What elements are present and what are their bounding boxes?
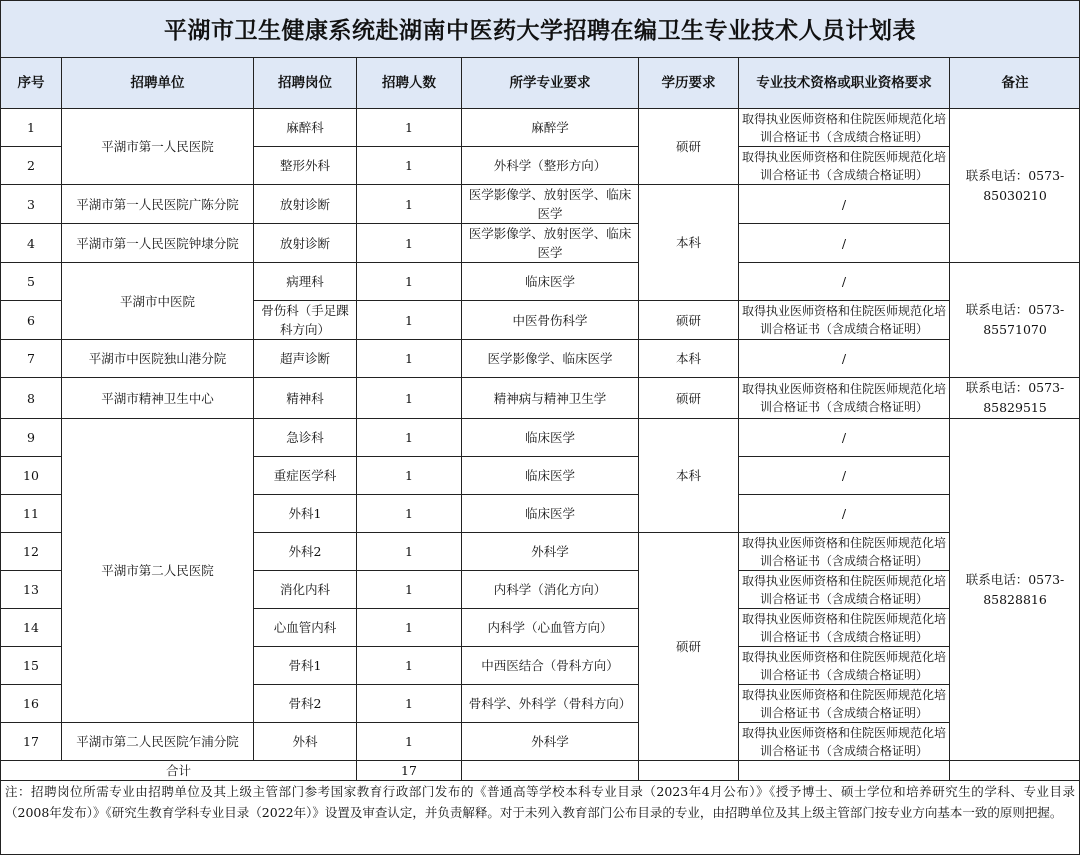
count-cell: 1 [357,147,462,185]
unit-cell: 平湖市中医院独山港分院 [62,340,254,378]
post-cell: 放射诊断 [254,185,357,224]
unit-cell: 平湖市第二人民医院 [62,419,254,723]
row-no: 2 [1,147,62,185]
count-cell: 1 [357,378,462,419]
table-row [1,224,1080,263]
header-unit: 招聘单位 [62,58,254,109]
post-cell: 放射诊断 [254,224,357,263]
table-row [1,723,1080,761]
post-cell: 急诊科 [254,419,357,457]
education-cell: 本科 [639,185,739,301]
major-cell: 临床医学 [462,263,639,301]
post-cell: 骨伤科（手足踝科方向） [254,301,357,340]
header-education: 学历要求 [639,58,739,109]
table-row [1,185,1080,224]
major-cell: 麻醉学 [462,109,639,147]
table-row [1,340,1080,378]
post-cell: 心血管内科 [254,609,357,647]
count-cell: 1 [357,263,462,301]
qualification-cell: 取得执业医师资格和住院医师规范化培训合格证书（含成绩合格证明） [739,647,950,685]
row-no: 3 [1,185,62,224]
row-no: 4 [1,224,62,263]
post-cell: 骨科1 [254,647,357,685]
post-cell: 病理科 [254,263,357,301]
table-row [1,109,1080,147]
count-cell: 1 [357,457,462,495]
row-no: 6 [1,301,62,340]
education-cell: 硕研 [639,533,739,761]
unit-cell: 平湖市第一人民医院 [62,109,254,185]
major-cell: 内科学（心血管方向） [462,609,639,647]
remarks-cell: 联系电话：0573-85030210 [950,109,1080,263]
header-qualification: 专业技术资格或职业资格要求 [739,58,950,109]
header-post: 招聘岗位 [254,58,357,109]
recruitment-table [0,57,1080,781]
qualification-cell: / [739,419,950,457]
row-no: 14 [1,609,62,647]
table-row [1,378,1080,419]
major-cell: 精神病与精神卫生学 [462,378,639,419]
row-no: 15 [1,647,62,685]
count-cell: 1 [357,647,462,685]
post-cell: 精神科 [254,378,357,419]
unit-cell: 平湖市第一人民医院广陈分院 [62,185,254,224]
major-cell: 临床医学 [462,419,639,457]
major-cell: 临床医学 [462,457,639,495]
count-cell: 1 [357,495,462,533]
count-cell: 1 [357,533,462,571]
major-cell: 中西医结合（骨科方向） [462,647,639,685]
unit-cell: 平湖市第二人民医院乍浦分院 [62,723,254,761]
count-cell: 1 [357,109,462,147]
count-cell: 1 [357,185,462,224]
qualification-cell: / [739,495,950,533]
qualification-cell: 取得执业医师资格和住院医师规范化培训合格证书（含成绩合格证明） [739,301,950,340]
header-remarks: 备注 [950,58,1080,109]
table-row [1,419,1080,457]
qualification-cell: 取得执业医师资格和住院医师规范化培训合格证书（含成绩合格证明） [739,609,950,647]
row-no: 16 [1,685,62,723]
row-no: 12 [1,533,62,571]
major-cell: 外科学（整形方向） [462,147,639,185]
count-cell: 1 [357,340,462,378]
education-cell: 本科 [639,419,739,533]
major-cell: 骨科学、外科学（骨科方向） [462,685,639,723]
qualification-cell: / [739,185,950,224]
remarks-cell: 联系电话：0573-85829515 [950,378,1080,419]
remarks-cell: 联系电话：0573-85571070 [950,263,1080,378]
major-cell: 内科学（消化方向） [462,571,639,609]
post-cell: 外科 [254,723,357,761]
education-cell: 硕研 [639,109,739,185]
unit-cell: 平湖市精神卫生中心 [62,378,254,419]
row-no: 5 [1,263,62,301]
qualification-cell: / [739,224,950,263]
remarks-cell: 联系电话：0573-85828816 [950,419,1080,761]
count-cell: 1 [357,685,462,723]
header-count: 招聘人数 [357,58,462,109]
qualification-cell: / [739,340,950,378]
major-cell: 医学影像学、放射医学、临床医学 [462,185,639,224]
row-no: 17 [1,723,62,761]
row-no: 1 [1,109,62,147]
major-cell: 临床医学 [462,495,639,533]
footnote: 注：招聘岗位所需专业由招聘单位及其上级主管部门参考国家教育行政部门发布的《普通高等学校本科专业目录（2023年4月公布）》《授予博士、硕士学位和培养研究生的学科、专业目录（2008年发布）》《研究生教育学科专业目录（2022年）》设置及审查认定，并负责解释。对于未列入教育部门公布目录的专业，由招聘单位及其上级主管部门按专业方向基本一致的原则把握。 [5,784,1075,820]
total-label: 合计 [1,761,357,781]
major-cell: 外科学 [462,533,639,571]
post-cell: 重症医学科 [254,457,357,495]
count-cell: 1 [357,419,462,457]
count-cell: 1 [357,224,462,263]
qualification-cell: 取得执业医师资格和住院医师规范化培训合格证书（含成绩合格证明） [739,571,950,609]
major-cell: 医学影像学、放射医学、临床医学 [462,224,639,263]
post-cell: 外科2 [254,533,357,571]
major-cell: 医学影像学、临床医学 [462,340,639,378]
row-no: 10 [1,457,62,495]
row-no: 13 [1,571,62,609]
post-cell: 骨科2 [254,685,357,723]
row-no: 7 [1,340,62,378]
education-cell: 本科 [639,340,739,378]
page-title: 平湖市卫生健康系统赴湖南中医药大学招聘在编卫生专业技术人员计划表 [0,0,1080,57]
post-cell: 麻醉科 [254,109,357,147]
education-cell: 硕研 [639,378,739,419]
header-major: 所学专业要求 [462,58,639,109]
post-cell: 外科1 [254,495,357,533]
header-no: 序号 [1,58,62,109]
header-row [1,58,1080,109]
education-cell: 硕研 [639,301,739,340]
post-cell: 整形外科 [254,147,357,185]
table-row [1,263,1080,301]
count-cell: 1 [357,609,462,647]
row-no: 8 [1,378,62,419]
qualification-cell: / [739,263,950,301]
row-no: 9 [1,419,62,457]
qualification-cell: 取得执业医师资格和住院医师规范化培训合格证书（含成绩合格证明） [739,378,950,419]
count-cell: 1 [357,723,462,761]
major-cell: 中医骨伤科学 [462,301,639,340]
post-cell: 超声诊断 [254,340,357,378]
qualification-cell: 取得执业医师资格和住院医师规范化培训合格证书（含成绩合格证明） [739,533,950,571]
post-cell: 消化内科 [254,571,357,609]
qualification-cell: 取得执业医师资格和住院医师规范化培训合格证书（含成绩合格证明） [739,723,950,761]
qualification-cell: 取得执业医师资格和住院医师规范化培训合格证书（含成绩合格证明） [739,685,950,723]
total-count: 17 [357,761,462,781]
count-cell: 1 [357,301,462,340]
unit-cell: 平湖市中医院 [62,263,254,340]
qualification-cell: / [739,457,950,495]
unit-cell: 平湖市第一人民医院钟埭分院 [62,224,254,263]
major-cell: 外科学 [462,723,639,761]
count-cell: 1 [357,571,462,609]
row-no: 11 [1,495,62,533]
qualification-cell: 取得执业医师资格和住院医师规范化培训合格证书（含成绩合格证明） [739,147,950,185]
qualification-cell: 取得执业医师资格和住院医师规范化培训合格证书（含成绩合格证明） [739,109,950,147]
